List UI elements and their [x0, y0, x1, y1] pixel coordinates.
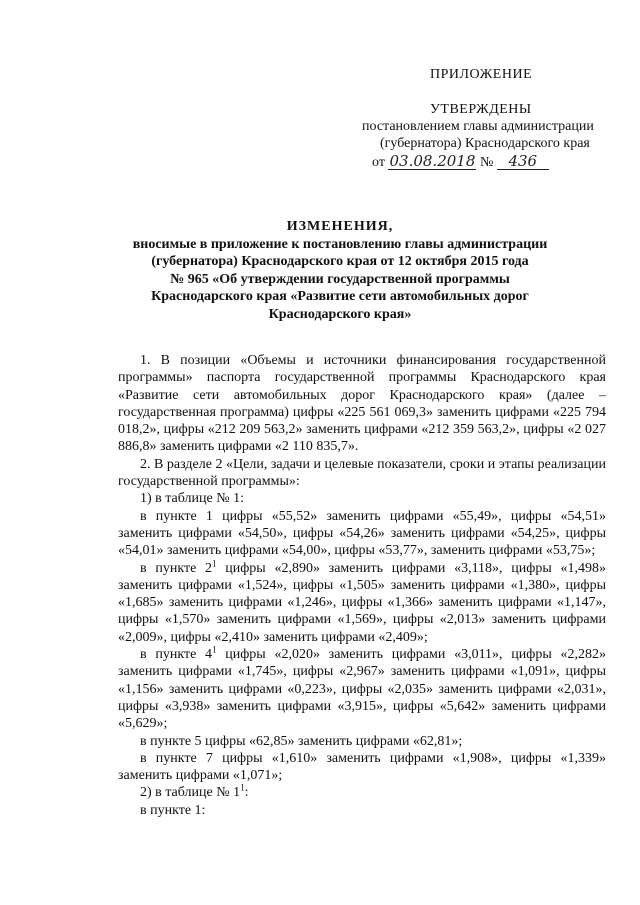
- number-prefix: №: [479, 155, 494, 170]
- paragraph-9-rest: :: [244, 785, 249, 801]
- title-line-3: № 965 «Об утверждении государственной программы: [170, 271, 510, 287]
- paragraph-7: в пункте 5 цифры «62,85» заменить цифрами «62,81»;: [140, 733, 463, 749]
- paragraph-5-superscript: 1: [212, 557, 217, 568]
- paragraph-9: [118, 784, 606, 801]
- paragraph-10: в пункте 1:: [140, 802, 206, 818]
- paragraph-3: 1) в таблице № 1:: [140, 491, 244, 507]
- decree-line-2: (губернатора) Краснодарского края: [380, 136, 590, 151]
- document-body: [118, 352, 606, 819]
- paragraph-9-start: 2) в таблице № 1: [140, 785, 241, 801]
- paragraph-9-superscript: 1: [240, 782, 245, 793]
- handwritten-date: 03.08.2018: [389, 152, 476, 170]
- title-line-4: Краснодарского края «Развитие сети автомобильных дорог: [151, 289, 529, 304]
- decree-line-1: постановлением главы администрации: [362, 119, 594, 134]
- paragraph-1: 1. В позиции «Объемы и источники финансирования государственной программы» паспорта государственной программы Краснодарского края «Развитие сети автомобильных дорог Краснодарского края» (далее – государственная программа) цифры «225 561 069,3» заменить цифрами «225 794 018,2», цифры «212 209 563,2» заменить цифрами «212 359 563,2», цифры «2 027 886,8» заменить цифрами «2 110 835,7».: [118, 353, 606, 455]
- date-prefix: от: [372, 155, 385, 170]
- title-line-1: вносимые в приложение к постановлению главы администрации: [132, 236, 548, 252]
- date-number-line: [362, 153, 612, 171]
- title-line-2: (губернатора) Краснодарского края от 12 октября 2015 года: [151, 254, 529, 269]
- paragraph-6-start: в пункте 4: [140, 647, 213, 663]
- paragraph-6-rest: цифры «2,020» заменить цифрами «3,011», цифры «2,282» заменить цифрами «1,745», цифры «2,967» заменить цифрами «1,091», цифры «1,156» заменить цифрами «0,223», цифры «2,035» заменить цифрами «2,031», цифры «3,938» заменить цифрами «3,915», цифры «5,642» заменить цифрами «5,629»;: [118, 647, 606, 732]
- document-title: [70, 218, 610, 323]
- paragraph-5: [118, 557, 606, 646]
- paragraph-5-start: в пункте 2: [140, 560, 213, 576]
- handwritten-number: 436: [497, 153, 549, 170]
- paragraph-8: в пункте 7 цифры «1,610» заменить цифрами «1,908», цифры «1,339» заменить цифрами «1,071»;: [118, 750, 606, 784]
- approval-header: [362, 66, 612, 171]
- appendix-label: ПРИЛОЖЕНИЕ: [430, 67, 533, 82]
- title-main: ИЗМЕНЕНИЯ,: [286, 219, 394, 234]
- paragraph-6-superscript: 1: [212, 644, 217, 655]
- approved-label: УТВЕРЖДЕНЫ: [430, 102, 532, 117]
- paragraph-4: в пункте 1 цифры «55,52» заменить цифрами «55,49», цифры «54,51» заменить цифрами «54,50», цифры «54,26» заменить цифрами «54,25», цифры «54,01» заменить цифрами «54,00», цифры «53,77», заменить цифрами «53,75»;: [118, 508, 606, 559]
- paragraph-2: 2. В разделе 2 «Цели, задачи и целевые показатели, сроки и этапы реализации государственной программы»:: [118, 456, 606, 490]
- title-line-5: Краснодарского края»: [268, 306, 412, 322]
- paragraph-5-rest: цифры «2,890» заменить цифрами «3,118», цифры «1,498» заменить цифрами «1,524», цифры «1,505» заменить цифрами «1,380», цифры «1,685» заменить цифрами «1,246», цифры «1,366» заменить цифрами «1,147», цифры «1,570» заменить цифрами «1,569», цифры «2,013» заменить цифрами «2,009», цифры «2,410» заменить цифрами «2,409»;: [118, 560, 606, 645]
- paragraph-6: [118, 646, 606, 732]
